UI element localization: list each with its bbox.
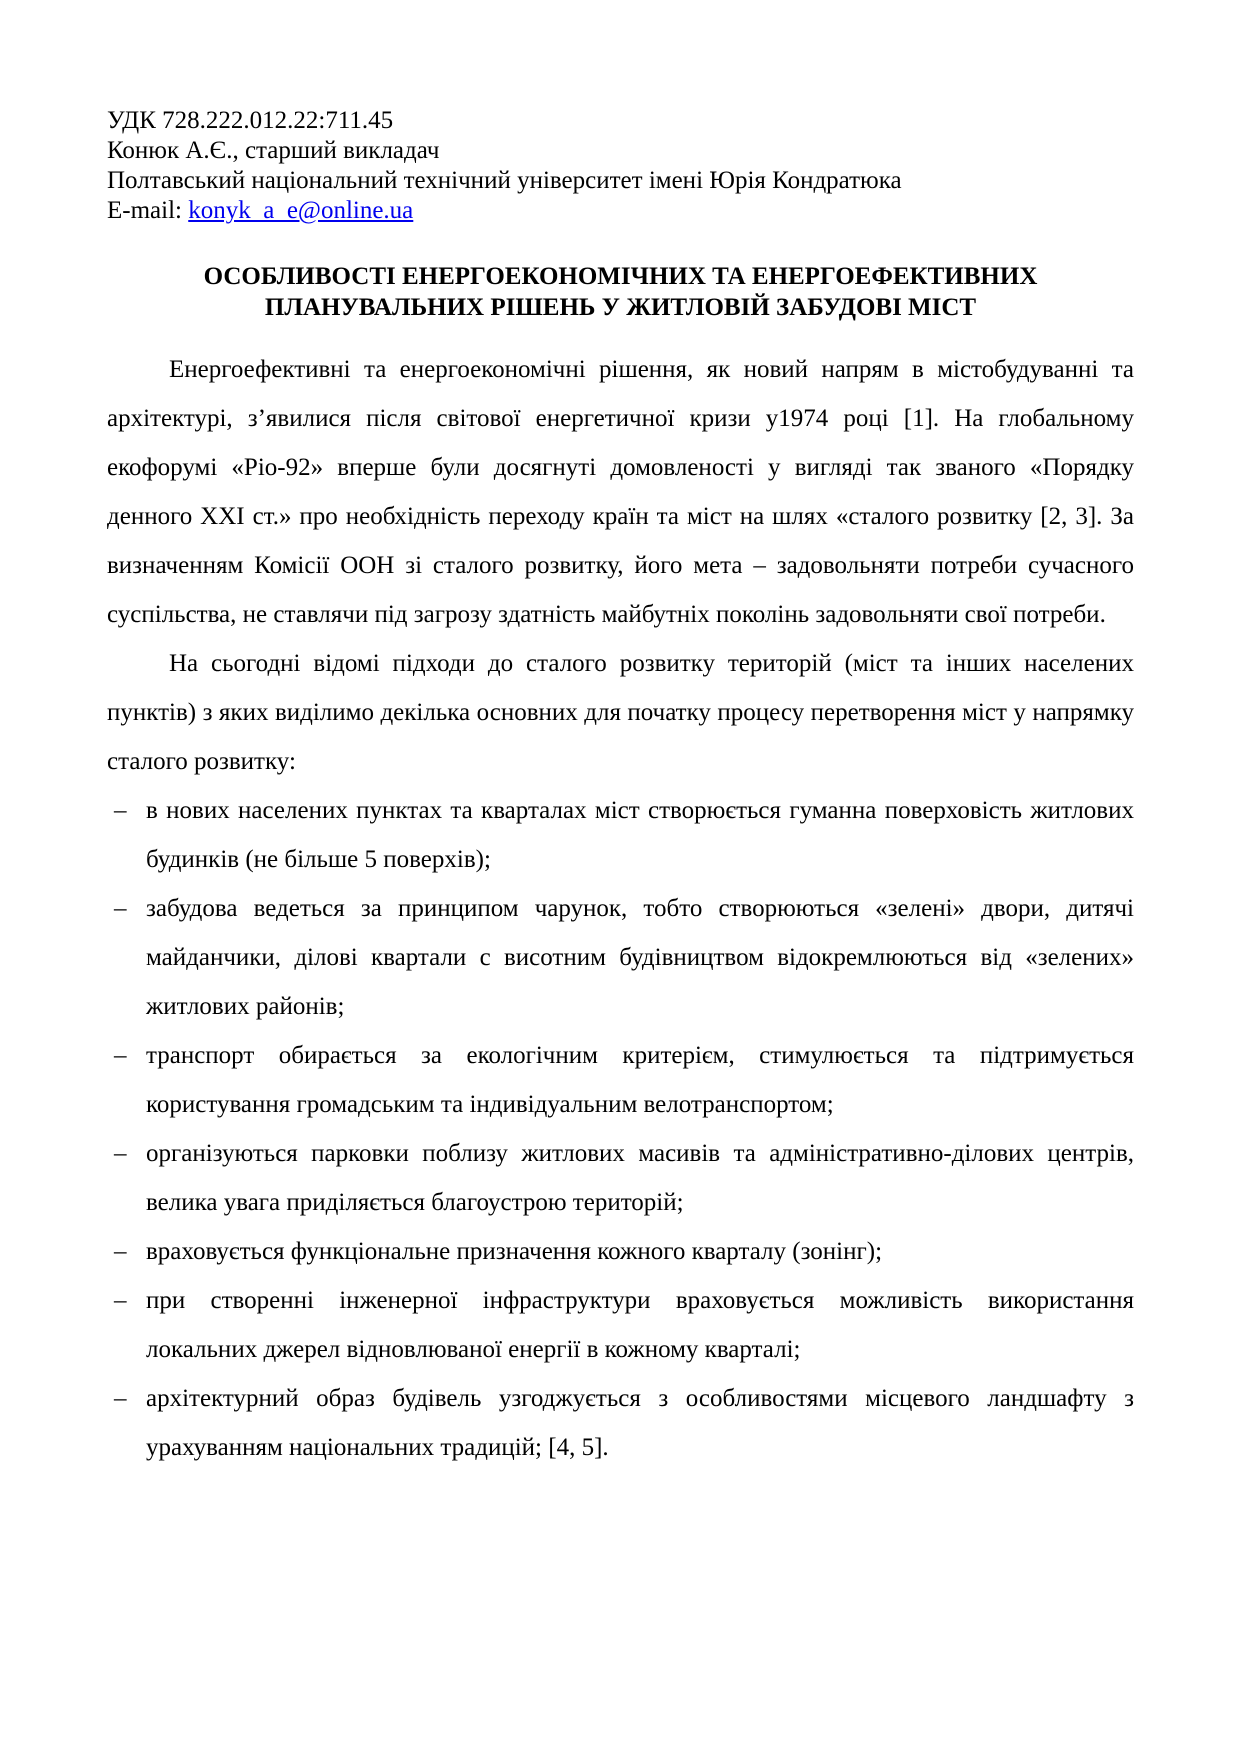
paragraph-intro: Енергоефективні та енергоекономічні рішення, як новий напрям в містобудуванні та архітектурі, з’явилися після світової енергетичної кризи у1974 році [1]. На глобальному екофорумі «Ріо-92» вперше були досягнуті домовленості у вигляді так званого «Порядку денного ХХІ ст.» про необхідність переходу країн та міст на шлях «сталого розвитку [2, 3]. За визначенням Комісії ООН зі сталого розвитку, його мета – задовольняти потреби сучасного суспільства, не ставлячи під загрозу здатність майбутніх поколінь задовольняти свої потреби. <box>107 356 1134 628</box>
dash-bullet-icon: – <box>114 1042 127 1069</box>
dash-bullet-icon: – <box>114 895 127 922</box>
author-line: Конюк А.Є., старший викладач <box>107 137 440 164</box>
page-title-line2: ПЛАНУВАЛЬНИХ РІШЕНЬ У ЖИТЛОВІЙ ЗАБУДОВІ МІСТ <box>264 294 977 321</box>
list-item-text: забудова ведеться за принципом чарунок, тобто створюються «зелені» двори, дитячі майданчики, ділові квартали с висотним будівництвом відокремлюються від «зелених» житлових районів; <box>146 895 1134 1020</box>
email-label: E-mail: <box>107 197 189 224</box>
list-item <box>107 1129 1134 1227</box>
principles-list <box>107 786 1134 1472</box>
list-item <box>107 786 1134 884</box>
dash-bullet-icon: – <box>114 1287 127 1314</box>
list-item <box>107 884 1134 1031</box>
list-item <box>107 1374 1134 1472</box>
udk-number: УДК 728.222.012.22:711.45 <box>107 107 394 134</box>
email-link[interactable]: konyk_a_e@online.ua <box>188 197 414 224</box>
list-item-text: архітектурний образ будівель узгоджується з особливостями місцевого ландшафту з урахуванням національних традицій; [4, 5]. <box>146 1385 1134 1461</box>
dash-bullet-icon: – <box>114 1238 127 1265</box>
email-line <box>107 196 1134 226</box>
document-header <box>107 106 1134 226</box>
dash-bullet-icon: – <box>114 1140 127 1167</box>
page-title-line1: ОСОБЛИВОСТІ ЕНЕРГОЕКОНОМІЧНИХ ТА ЕНЕРГОЕФЕКТИВНИХ <box>203 263 1038 290</box>
list-item-text: організуються парковки поблизу житлових масивів та адміністративно-ділових центрів, велика увага приділяється благоустрою територій; <box>146 1140 1134 1216</box>
list-item <box>107 1031 1134 1129</box>
list-item-text: при створенні інженерної інфраструктури враховується можливість використання локальних джерел відновлюваної енергії в кожному кварталі; <box>146 1287 1134 1363</box>
list-item <box>107 1227 1134 1276</box>
affiliation-line: Полтавський національний технічний університет імені Юрія Кондратюка <box>107 167 902 194</box>
list-item-text: в нових населених пунктах та кварталах міст створюється гуманна поверховість житлових будинків (не більше 5 поверхів); <box>146 797 1134 873</box>
list-item <box>107 1276 1134 1374</box>
page-title <box>107 261 1134 323</box>
paragraph-approaches: На сьогодні відомі підходи до сталого розвитку територій (міст та інших населених пунктів) з яких виділимо декілька основних для початку процесу перетворення міст у напрямку сталого розвитку: <box>107 650 1134 775</box>
list-item-text: транспорт обирається за екологічним критерієм, стимулюється та підтримується користування громадським та індивідуальним велотранспортом; <box>146 1042 1134 1118</box>
document-body <box>107 345 1134 1472</box>
dash-bullet-icon: – <box>114 1385 127 1412</box>
list-item-text: враховується функціональне призначення кожного кварталу (зонінг); <box>146 1238 883 1265</box>
dash-bullet-icon: – <box>114 797 127 824</box>
